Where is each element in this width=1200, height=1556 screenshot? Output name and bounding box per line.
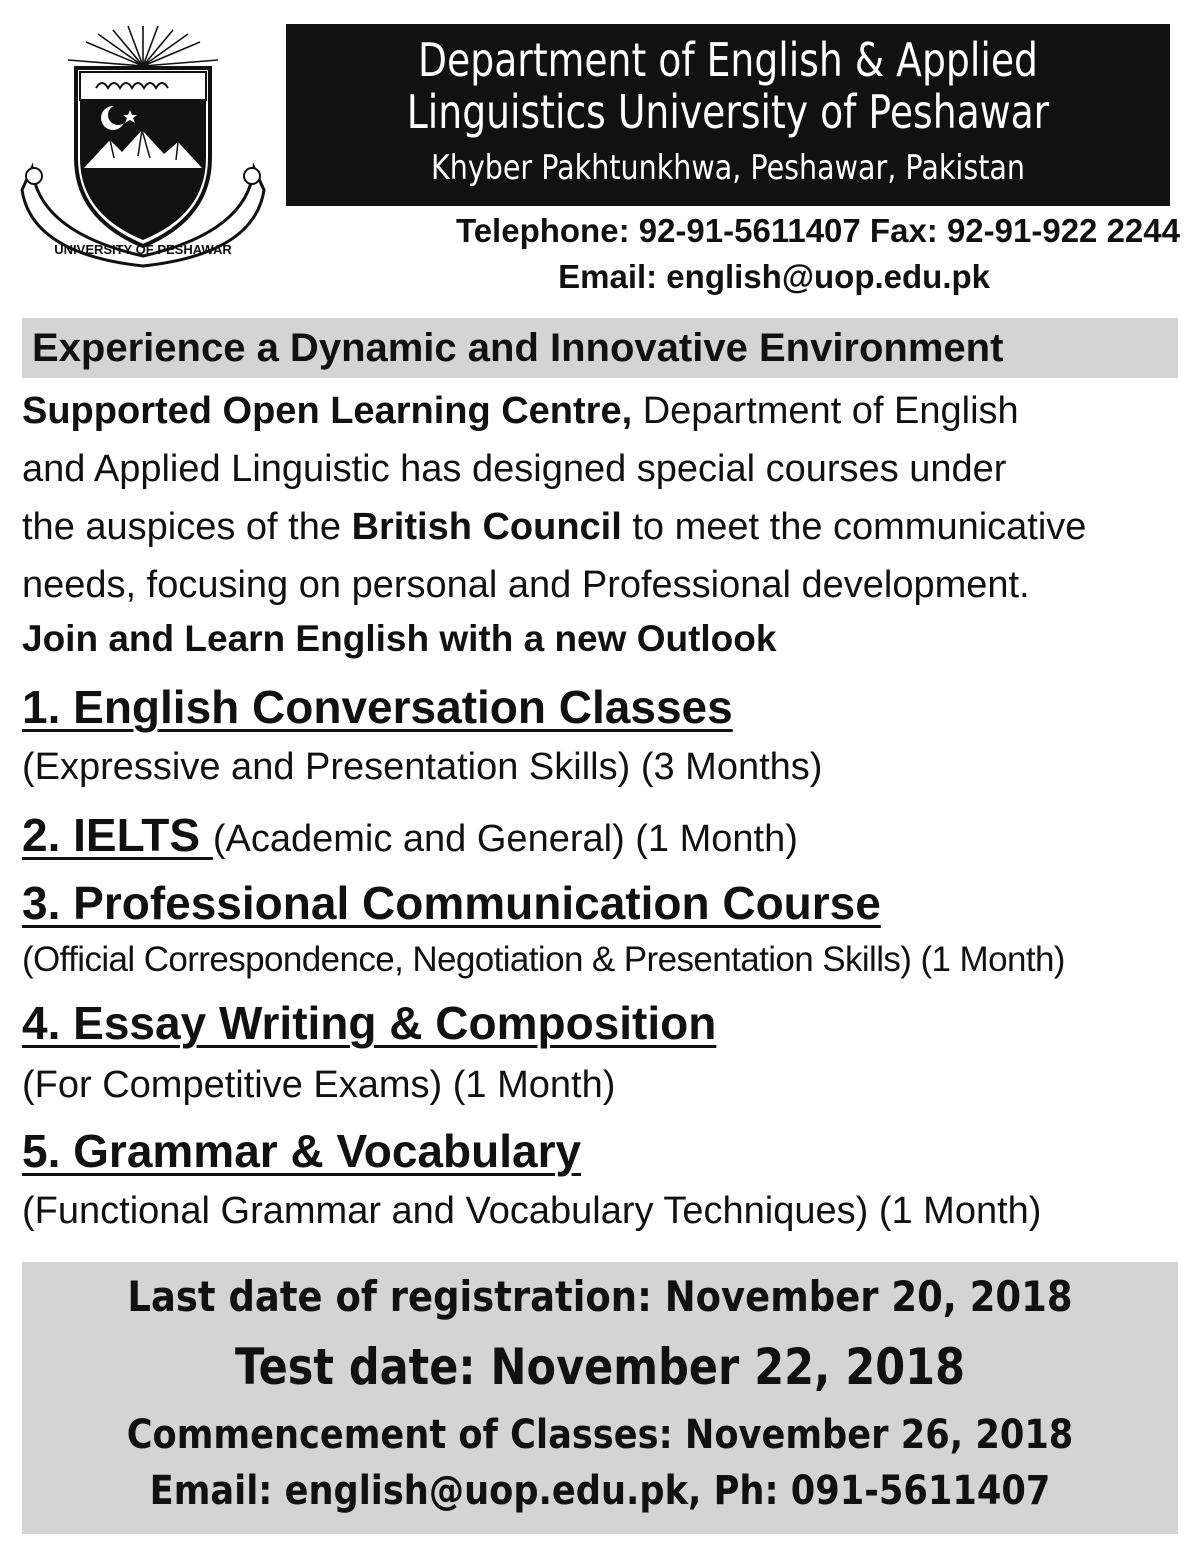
test-date: Test date: November 22, 2018 bbox=[234, 1338, 966, 1396]
dates-box bbox=[22, 1262, 1178, 1534]
registration-deadline: Last date of registration: November 20, 2018 bbox=[127, 1272, 1073, 1321]
join-heading: Join and Learn English with a new Outlook bbox=[22, 618, 777, 659]
intro-centre-name: Supported Open Learning Centre, bbox=[22, 390, 633, 432]
department-address: Khyber Pakhtunkhwa, Peshawar, Pakistan bbox=[430, 148, 1026, 188]
intro-british-council: British Council bbox=[351, 506, 622, 548]
course-title: 3. Professional Communication Course bbox=[22, 877, 881, 929]
course-title: 2. IELTS bbox=[22, 809, 213, 861]
intro-line-3 bbox=[22, 498, 1182, 556]
course-detail: (Expressive and Presentation Skills) (3 Months) bbox=[22, 746, 823, 788]
tagline-text: Experience a Dynamic and Innovative Environment bbox=[32, 326, 1004, 370]
university-crest-icon bbox=[18, 18, 268, 268]
telephone-fax-line: Telephone: 92-91-5611407 Fax: 92-91-922 2244 bbox=[456, 212, 1180, 249]
department-title-line2: Linguistics University of Peshawar bbox=[406, 85, 1050, 139]
logo-ribbon-text: UNIVERSITY OF PESHAWAR bbox=[54, 242, 232, 257]
header-email-line: Email: english@uop.edu.pk bbox=[558, 258, 990, 295]
intro-line1-rest: Department of English bbox=[632, 390, 1019, 432]
course-detail: (Official Correspondence, Negotiation & Presentation Skills) (1 Month) bbox=[22, 940, 1065, 979]
intro-line-1 bbox=[22, 382, 1182, 440]
commencement-date: Commencement of Classes: November 26, 2018 bbox=[126, 1412, 1074, 1458]
course-title: 1. English Conversation Classes bbox=[22, 681, 733, 733]
department-title-line1: Department of English & Applied bbox=[418, 33, 1038, 87]
course-title: 4. Essay Writing & Composition bbox=[22, 997, 717, 1049]
intro-line3-end: to meet the communicative bbox=[621, 506, 1087, 548]
footer-contact: Email: english@uop.edu.pk, Ph: 091-5611407 bbox=[149, 1468, 1051, 1514]
intro-line-4: needs, focusing on personal and Professional development. bbox=[22, 564, 1030, 606]
tagline-banner bbox=[22, 318, 1178, 378]
course-title: 5. Grammar & Vocabulary bbox=[22, 1125, 582, 1177]
course-detail: (For Competitive Exams) (1 Month) bbox=[22, 1064, 616, 1106]
course-detail: (Academic and General) (1 Month) bbox=[212, 818, 798, 860]
university-logo bbox=[18, 18, 268, 268]
course-item-ielts bbox=[22, 808, 798, 862]
department-title-box bbox=[286, 24, 1170, 206]
intro-line3-start: the auspices of the bbox=[22, 506, 352, 548]
intro-line-2: and Applied Linguistic has designed special courses under bbox=[22, 448, 1007, 490]
course-detail: (Functional Grammar and Vocabulary Techniques) (1 Month) bbox=[22, 1190, 1042, 1232]
